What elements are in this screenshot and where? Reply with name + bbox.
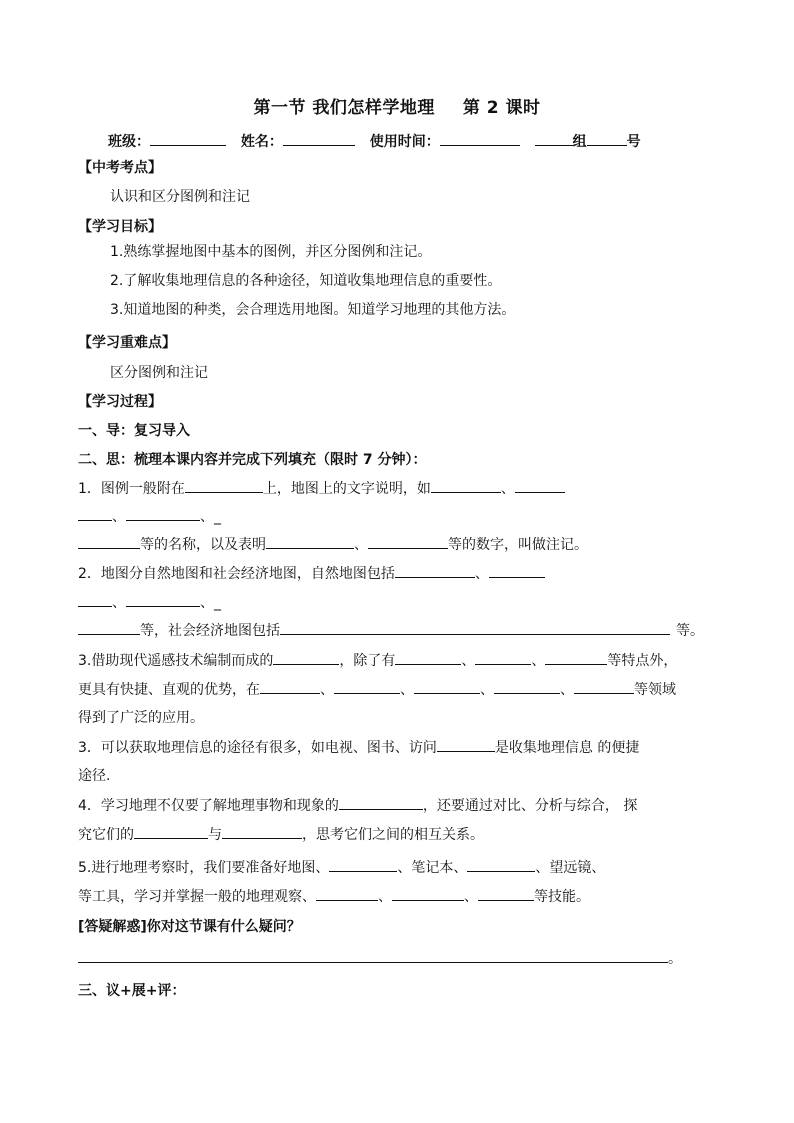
question-2-line-2: 、 、_ [78, 592, 221, 613]
blank[interactable] [489, 563, 545, 578]
blank[interactable] [395, 563, 475, 578]
number-label: 号 [626, 134, 641, 150]
question-2-line-3: 等，社会经济地图包括 等。 [78, 620, 704, 641]
blank[interactable] [414, 679, 480, 694]
question-5-line-1: 4．学习地理不仅要了解地理事物和现象的 ，还要通过对比、分析与综合， 探 [78, 795, 637, 816]
goals-heading: 【学习目标】 [78, 219, 162, 235]
blank[interactable] [273, 650, 339, 665]
question-6-line-2: 等工具，学习并掌握一般的地理观察、 、 、 等技能。 [78, 886, 590, 907]
blank[interactable] [545, 650, 607, 665]
title-main: 第一节 我们怎样学地理 [253, 98, 435, 118]
blank[interactable] [260, 679, 320, 694]
blank[interactable] [316, 886, 378, 901]
question-4-line-1: 3．可以获取地理信息的途径有很多，如电视、图书、访问 是收集地理信息 的便捷 [78, 737, 639, 758]
blank[interactable] [478, 886, 534, 901]
name-field[interactable] [283, 131, 355, 146]
exam-points-heading: 【中考考点】 [78, 160, 162, 176]
blank[interactable] [266, 534, 354, 549]
time-field[interactable] [440, 131, 520, 146]
questions-section-heading: [答疑解惑]你对这节课有什么疑问？ [78, 919, 301, 935]
blank[interactable] [78, 592, 112, 607]
blank[interactable] [280, 620, 670, 635]
name-label: 姓名： [240, 134, 283, 150]
blank[interactable] [431, 478, 501, 493]
answer-blank[interactable] [78, 948, 668, 963]
blank[interactable] [78, 620, 140, 635]
number-field[interactable] [587, 131, 627, 146]
goal-2: 2.了解收集地理信息的各种途径，知道收集地理信息的重要性。 [110, 273, 502, 289]
blank[interactable] [437, 737, 495, 752]
page-title [0, 93, 794, 118]
blank[interactable] [329, 857, 397, 872]
goal-3: 3.知道地图的种类，会合理选用地图。知道学习地理的其他方法。 [110, 302, 516, 318]
blank[interactable] [339, 795, 423, 810]
question-6-line-1: 5.进行地理考察时，我们要准备好地图、 、笔记本、 、望远镜、 [78, 857, 605, 878]
time-label: 使用时间： [369, 134, 440, 150]
step-3: 三、议+展+评： [78, 983, 186, 999]
question-answer-line: 。 [78, 948, 682, 969]
group-field[interactable] [535, 131, 573, 146]
blank[interactable] [368, 534, 448, 549]
key-points-text: 区分图例和注记 [110, 365, 208, 381]
blank[interactable] [392, 886, 464, 901]
blank[interactable] [78, 534, 140, 549]
question-3-line-3: 得到了广泛的应用。 [78, 710, 204, 726]
question-1-line-2: 、 、_ [78, 506, 221, 527]
blank[interactable] [334, 679, 400, 694]
question-4-line-2: 途径. [78, 768, 111, 784]
blank[interactable] [574, 679, 634, 694]
class-field[interactable] [150, 131, 226, 146]
blank[interactable] [467, 857, 535, 872]
blank[interactable] [185, 478, 263, 493]
question-2-line-1: 2．地图分自然地图和社会经济地图，自然地图包括 、 [78, 563, 545, 584]
question-3-line-1: 3.借助现代遥感技术编制而成的 ，除了有 、 、 等特点外， [78, 650, 677, 671]
blank[interactable] [126, 506, 200, 521]
blank[interactable] [126, 592, 200, 607]
question-1-line-3: 等的名称，以及表明 、 等的数字，叫做注记。 [78, 534, 588, 555]
goal-1: 1.熟练掌握地图中基本的图例，并区分图例和注记。 [110, 244, 432, 260]
step-2: 二、思：梳理本课内容并完成下列填充（限时 7 分钟）： [78, 452, 427, 468]
blank[interactable] [395, 650, 461, 665]
class-label: 班级： [108, 134, 150, 150]
key-points-heading: 【学习重难点】 [78, 335, 176, 351]
process-heading: 【学习过程】 [78, 394, 162, 410]
question-1-line-1: 1．图例一般附在 上，地图上的文字说明，如 、 [78, 478, 565, 499]
title-lesson: 第 2 课时 [462, 98, 541, 118]
blank[interactable] [475, 650, 531, 665]
blank[interactable] [78, 506, 112, 521]
blank[interactable] [494, 679, 560, 694]
student-info-row [108, 131, 641, 151]
question-3-line-2: 更具有快捷、直观的优势，在 、 、 、 、 等领域 [78, 679, 676, 700]
exam-points-text: 认识和区分图例和注记 [110, 189, 250, 205]
step-1: 一、导：复习导入 [78, 423, 190, 439]
question-5-line-2: 究它们的 与 ，思考它们之间的相互关系。 [78, 824, 484, 845]
group-label: 组 [572, 134, 587, 150]
blank[interactable] [222, 824, 302, 839]
blank[interactable] [515, 478, 565, 493]
blank[interactable] [134, 824, 208, 839]
